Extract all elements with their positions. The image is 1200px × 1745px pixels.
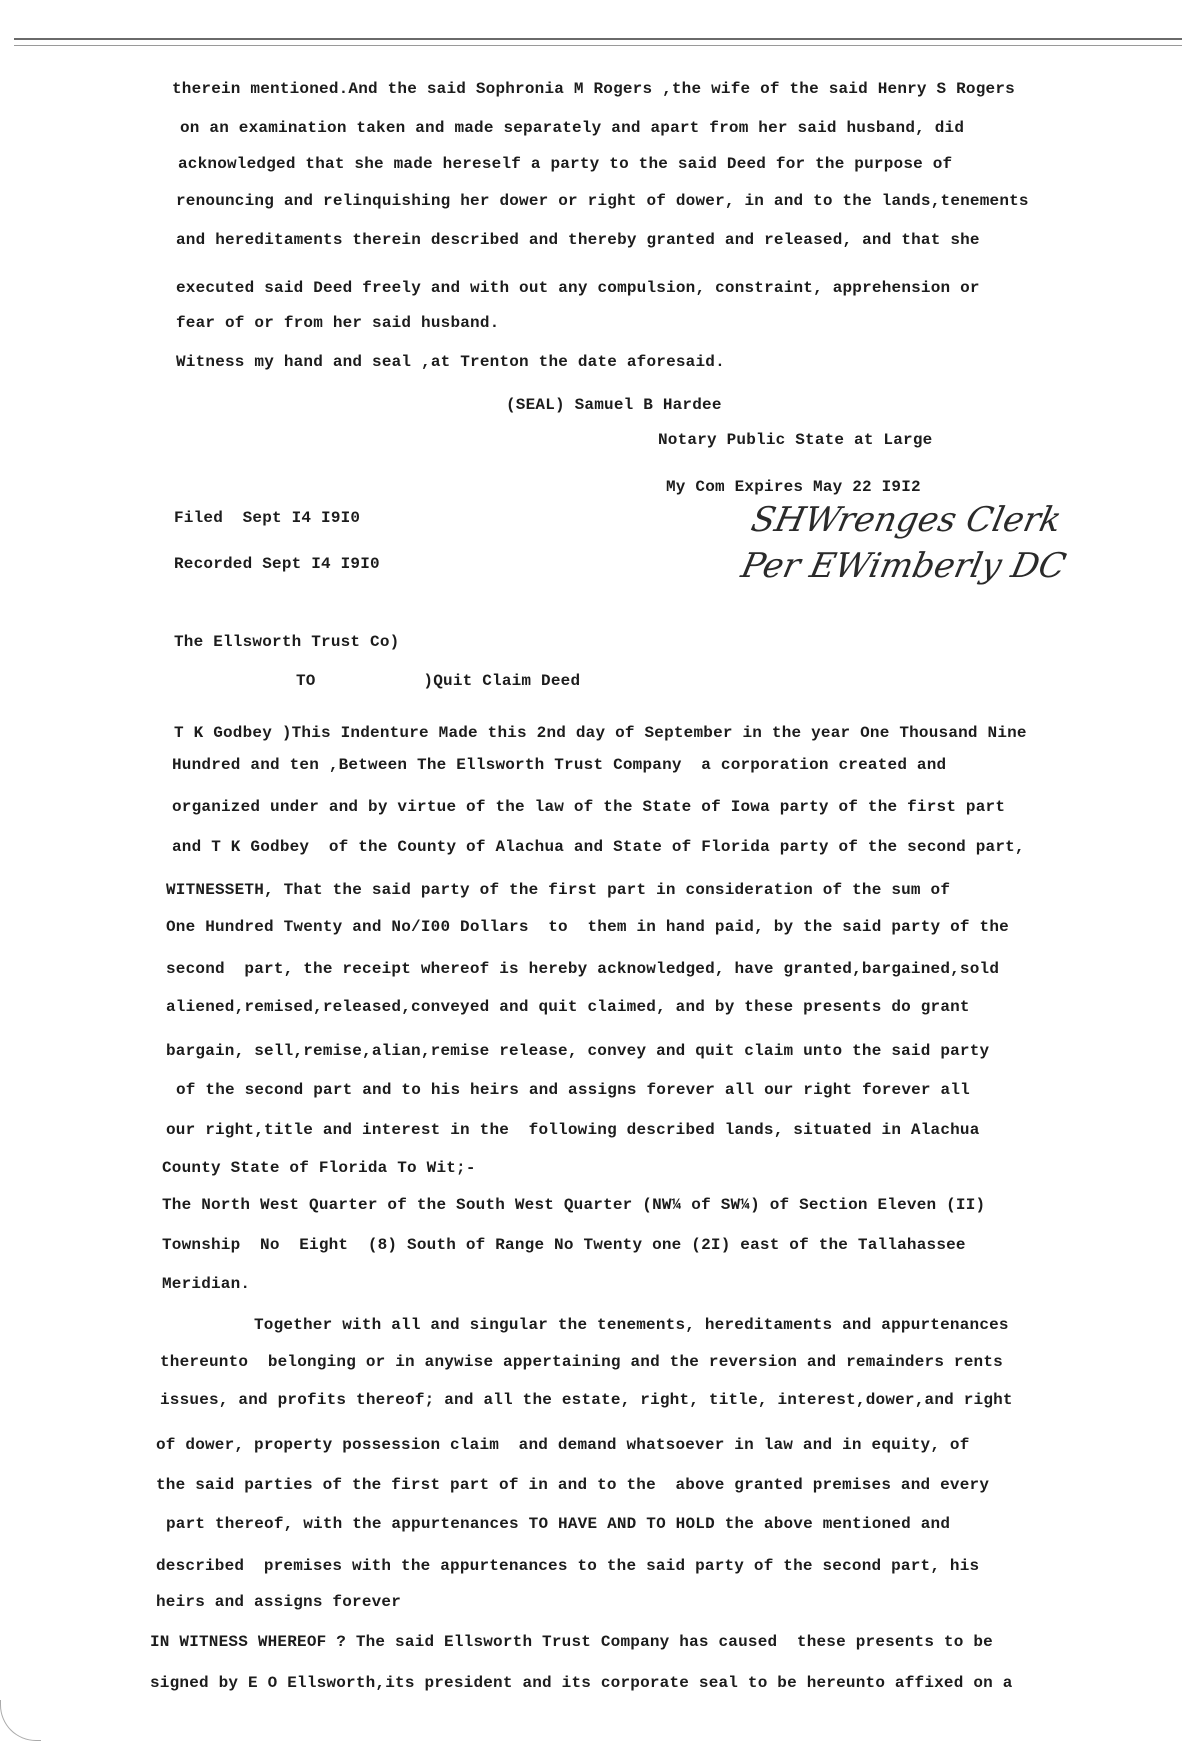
- text-line: executed said Deed freely and with out any compulsion, constraint, apprehension or: [176, 279, 980, 297]
- text-line: Hundred and ten ,Between The Ellsworth Trust Company a corporation created and: [172, 756, 947, 774]
- text-line: part thereof, with the appurtenances TO HAVE AND TO HOLD the above mentioned and: [166, 1515, 951, 1533]
- legal-description-line: The North West Quarter of the South West Quarter (NW¼ of SW¼) of Section Eleven (II): [162, 1196, 986, 1214]
- text-line: organized under and by virtue of the law of the State of Iowa party of the first part: [172, 798, 1006, 816]
- text-line: therein mentioned.And the said Sophronia M Rogers ,the wife of the said Henry S Rogers: [172, 80, 1015, 98]
- commission-expiry: My Com Expires May 22 I9I2: [666, 478, 921, 496]
- deed-caption-grantor: The Ellsworth Trust Co): [174, 633, 400, 651]
- text-line: Witness my hand and seal ,at Trenton the date aforesaid.: [176, 353, 725, 371]
- text-line: and T K Godbey of the County of Alachua and State of Florida party of the second part,: [172, 838, 1025, 856]
- page-curl-edge: [0, 1700, 41, 1741]
- text-line: aliened,remised,released,conveyed and quit claimed, and by these presents do grant: [166, 998, 970, 1016]
- text-line: acknowledged that she made hereself a party to the said Deed for the purpose of: [178, 155, 953, 173]
- text-line: IN WITNESS WHEREOF ? The said Ellsworth Trust Company has caused these presents to be: [150, 1633, 993, 1651]
- text-line: renouncing and relinquishing her dower or right of dower, in and to the lands,tenements: [176, 192, 1029, 210]
- text-line: of the second part and to his heirs and assigns forever all our right forever all: [176, 1081, 970, 1099]
- deputy-clerk-signature: Per EWimberly DC: [737, 546, 1070, 586]
- filed-date: Filed Sept I4 I9I0: [174, 509, 361, 527]
- seal-signature-line: (SEAL) Samuel B Hardee: [506, 396, 722, 414]
- top-rule: [14, 38, 1182, 40]
- text-line: second part, the receipt whereof is hereby acknowledged, have granted,bargained,sold: [166, 960, 1000, 978]
- text-line: on an examination taken and made separately and apart from her said husband, did: [180, 119, 965, 137]
- text-line: fear of or from her said husband.: [176, 314, 500, 332]
- text-line: of dower, property possession claim and demand whatsoever in law and in equity, of: [156, 1436, 970, 1454]
- text-line: T K Godbey )This Indenture Made this 2nd day of September in the year One Thousand Nine: [174, 724, 1027, 742]
- deed-caption-type: TO )Quit Claim Deed: [296, 672, 581, 690]
- legal-description-line: Township No Eight (8) South of Range No Twenty one (2I) east of the Tallahassee: [162, 1236, 966, 1254]
- text-line: signed by E O Ellsworth,its president and its corporate seal to be hereunto affixed on a: [150, 1674, 1013, 1692]
- legal-description-line: Meridian.: [162, 1275, 251, 1293]
- text-line: described premises with the appurtenances to the said party of the second part, his: [156, 1557, 980, 1575]
- text-line: thereunto belonging or in anywise appertaining and the reversion and remainders rents: [160, 1353, 1003, 1371]
- text-line: bargain, sell,remise,alian,remise release, convey and quit claim unto the said party: [166, 1042, 990, 1060]
- notary-title: Notary Public State at Large: [658, 431, 933, 449]
- text-line: County State of Florida To Wit;-: [162, 1159, 476, 1177]
- text-line: One Hundred Twenty and No/I00 Dollars to them in hand paid, by the said party of the: [166, 918, 1009, 936]
- top-rule-thin: [14, 45, 1182, 46]
- text-line: issues, and profits thereof; and all the estate, right, title, interest,dower,and right: [160, 1391, 1013, 1409]
- text-line: the said parties of the first part of in and to the above granted premises and every: [156, 1476, 990, 1494]
- text-line: our right,title and interest in the following described lands, situated in Alachua: [166, 1121, 980, 1139]
- text-line: WITNESSETH, That the said party of the first part in consideration of the sum of: [166, 881, 951, 899]
- clerk-signature: SHWrenges Clerk: [747, 500, 1065, 540]
- text-line: heirs and assigns forever: [156, 1593, 402, 1611]
- recorded-date: Recorded Sept I4 I9I0: [174, 555, 380, 573]
- text-line: and hereditaments therein described and thereby granted and released, and that she: [176, 231, 980, 249]
- text-line: Together with all and singular the tenements, hereditaments and appurtenances: [254, 1316, 1009, 1334]
